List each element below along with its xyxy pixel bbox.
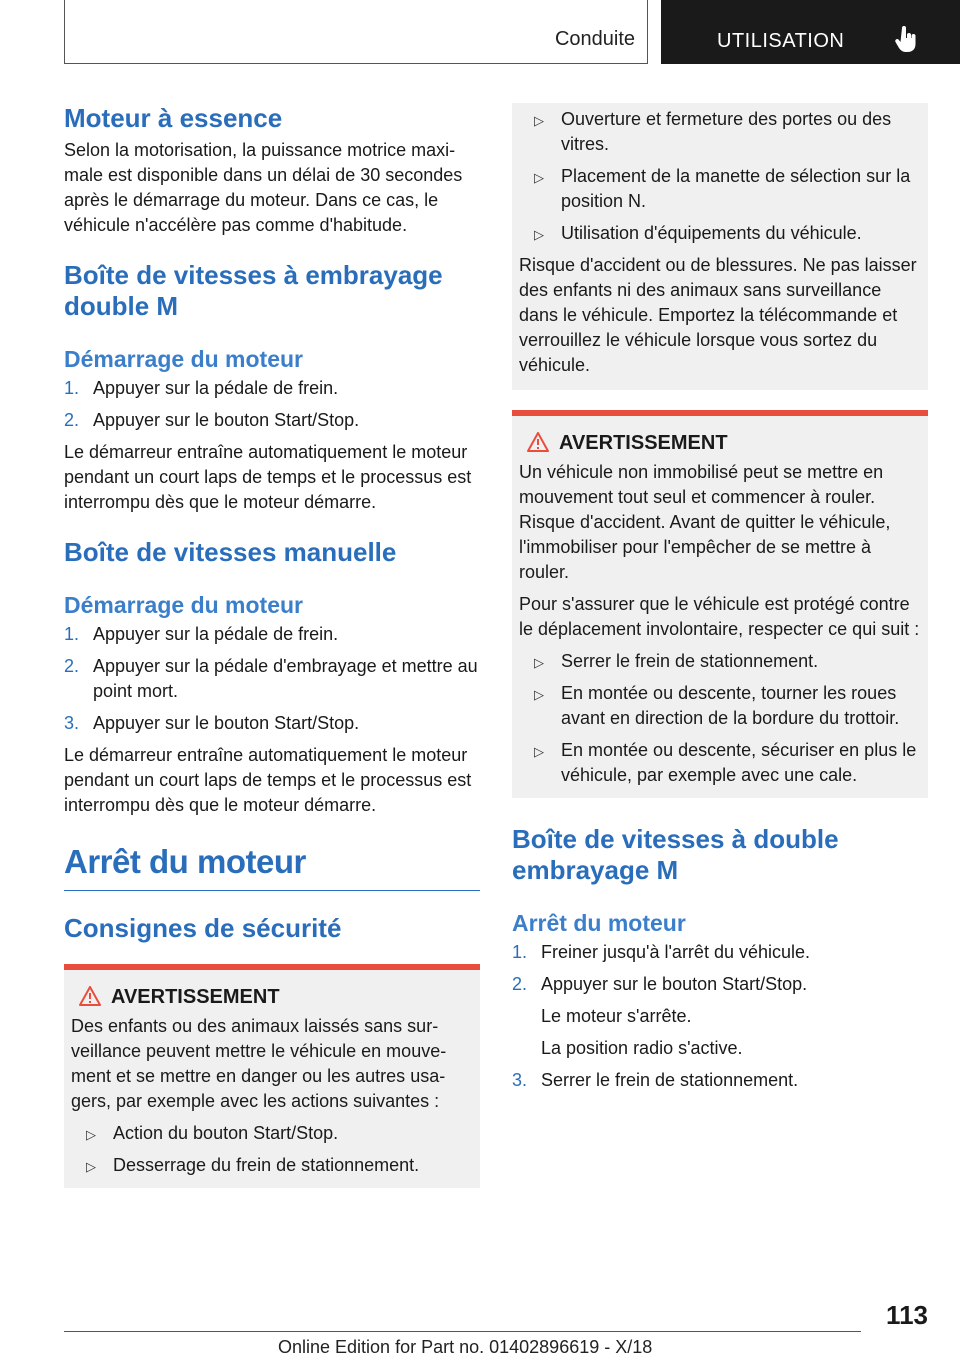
list-item: 2. Appuyer sur la pédale d'embrayage et mettre au point mort. [64,656,478,701]
left-column [64,103,480,1188]
heading-demarrage-moteur-1: Démarrage du moteur [64,346,304,372]
paragraph-moteur-essence: Selon la motorisation, la puissance motrice maximale est disponible dans un délai de 30 secondes après le démarrage du moteur. Dans ce cas, le véhicule n'accélère pas comme d'habitude. [64,140,463,235]
warning-title-1: AVERTISSEMENT [71,984,473,1010]
list-item: 1. Appuyer sur la pédale de frein. [64,624,339,644]
list-item: 3. Appuyer sur le bouton Start/Stop. [64,713,360,733]
footer-divider [64,1331,861,1332]
list-item: ▷ Desserrage du frein de stationnement. [71,1153,473,1178]
heading-boite-double-embrayage: Boîte de vitesses à double embrayage M [512,824,839,885]
warning-triangle-icon [79,986,101,1006]
list-item: ▷ Placement de la manette de sélection sur la position N. [534,166,911,211]
heading-demarrage-moteur-2: Démarrage du moteur [64,592,304,618]
list-item: ▷ En montée ou descente, sécuriser en plus le véhicule, par exemple avec une cale. [534,740,917,785]
header-section-box [64,0,648,64]
step-sub-text: Le moteur s'arrête. [541,1006,692,1026]
list-item: 3. Serrer le frein de stationnement. [512,1070,799,1090]
warning-text-2b: Pour s'assurer que le véhicule est protégé contre le déplacement involontaire, respecter ce qui suit : [519,594,920,639]
heading-moteur-essence: Moteur à essence [64,103,283,133]
header-chapter-label: UTILISATION [717,30,845,52]
triangle-bullet-icon: ▷ [534,227,544,242]
list-item: ▷ En montée ou descente, tourner les roues avant en direction de la bordure du trottoir. [534,683,900,728]
step-sub-text: La position radio s'active. [541,1038,743,1058]
warning-box-1-continued [512,103,928,390]
warning-triangle-icon [527,432,549,452]
triangle-bullet-icon: ▷ [534,170,544,185]
warning-text-1-continued: Risque d'accident ou de blessures. Ne pas laisser des enfants ni des animaux sans surveillance dans le véhicule. Emportez la télécommande et verrouillez le véhicule lorsque vous sortez du véhicule. [519,255,917,375]
paragraph-demarreur-2: Le démarreur entraîne automatiquement le moteur pendant un court laps de temps et le processus est interrompu dès que le moteur démarre. [64,745,472,815]
heading-arret-moteur: Arrêt du moteur [64,842,480,891]
list-item: 1. Freiner jusqu'à l'arrêt du véhicule. [512,942,811,962]
warning-box-2 [512,410,928,798]
triangle-bullet-icon: ▷ [534,655,544,670]
warning-box-1 [64,964,480,1188]
list-item: 2. Appuyer sur le bouton Start/Stop. [512,974,808,994]
header-section-label[interactable]: Conduite [554,28,635,50]
right-column [512,103,928,1093]
heading-boite-embrayage-double: Boîte de vitesses à embrayage double M [64,260,443,321]
list-item: 1. Appuyer sur la pédale de frein. [64,378,339,398]
list-item: 2. Appuyer sur le bouton Start/Stop. [64,410,360,430]
heading-boite-manuelle: Boîte de vitesses manuelle [64,537,397,567]
triangle-bullet-icon: ▷ [86,1127,96,1142]
triangle-bullet-icon: ▷ [86,1159,96,1174]
hand-pointer-icon [895,26,919,54]
list-item: ▷ Utilisation d'équipements du véhicule. [519,221,921,246]
heading-arret-moteur-2: Arrêt du moteur [512,910,686,936]
warning-text-2: Un véhicule non immobilisé peut se mettre en mouvement tout seul et commencer à rouler. Risque d'accident. Avant de quitter le véhicule, l'immobiliser pour l'empêcher de se mettre à rouler. [519,462,891,582]
triangle-bullet-icon: ▷ [534,687,544,702]
list-item: ▷ Serrer le frein de stationnement. [519,649,921,674]
heading-consignes-securite: Consignes de sécurité [64,913,342,943]
header-chapter-tab[interactable] [661,0,960,64]
list-item: ▷ Ouverture et fermeture des portes ou des vitres. [534,109,892,154]
list-item: ▷ Action du bouton Start/Stop. [71,1121,473,1146]
footer-edition: Online Edition for Part no. 01402896619 - X/18 [278,1337,653,1357]
triangle-bullet-icon: ▷ [534,113,544,128]
triangle-bullet-icon: ▷ [534,744,544,759]
page-number: 113 [886,1300,928,1330]
warning-text-1: Des enfants ou des animaux laissés sans surveillance peuvent mettre le véhicule en mouvement et se mettre en danger ou les autres usagers, par exemple avec les actions suivantes : [71,1016,447,1111]
paragraph-demarreur-1: Le démarreur entraîne automatiquement le moteur pendant un court laps de temps et le processus est interrompu dès que le moteur démarre. [64,442,472,512]
warning-title-2: AVERTISSEMENT [519,430,921,456]
